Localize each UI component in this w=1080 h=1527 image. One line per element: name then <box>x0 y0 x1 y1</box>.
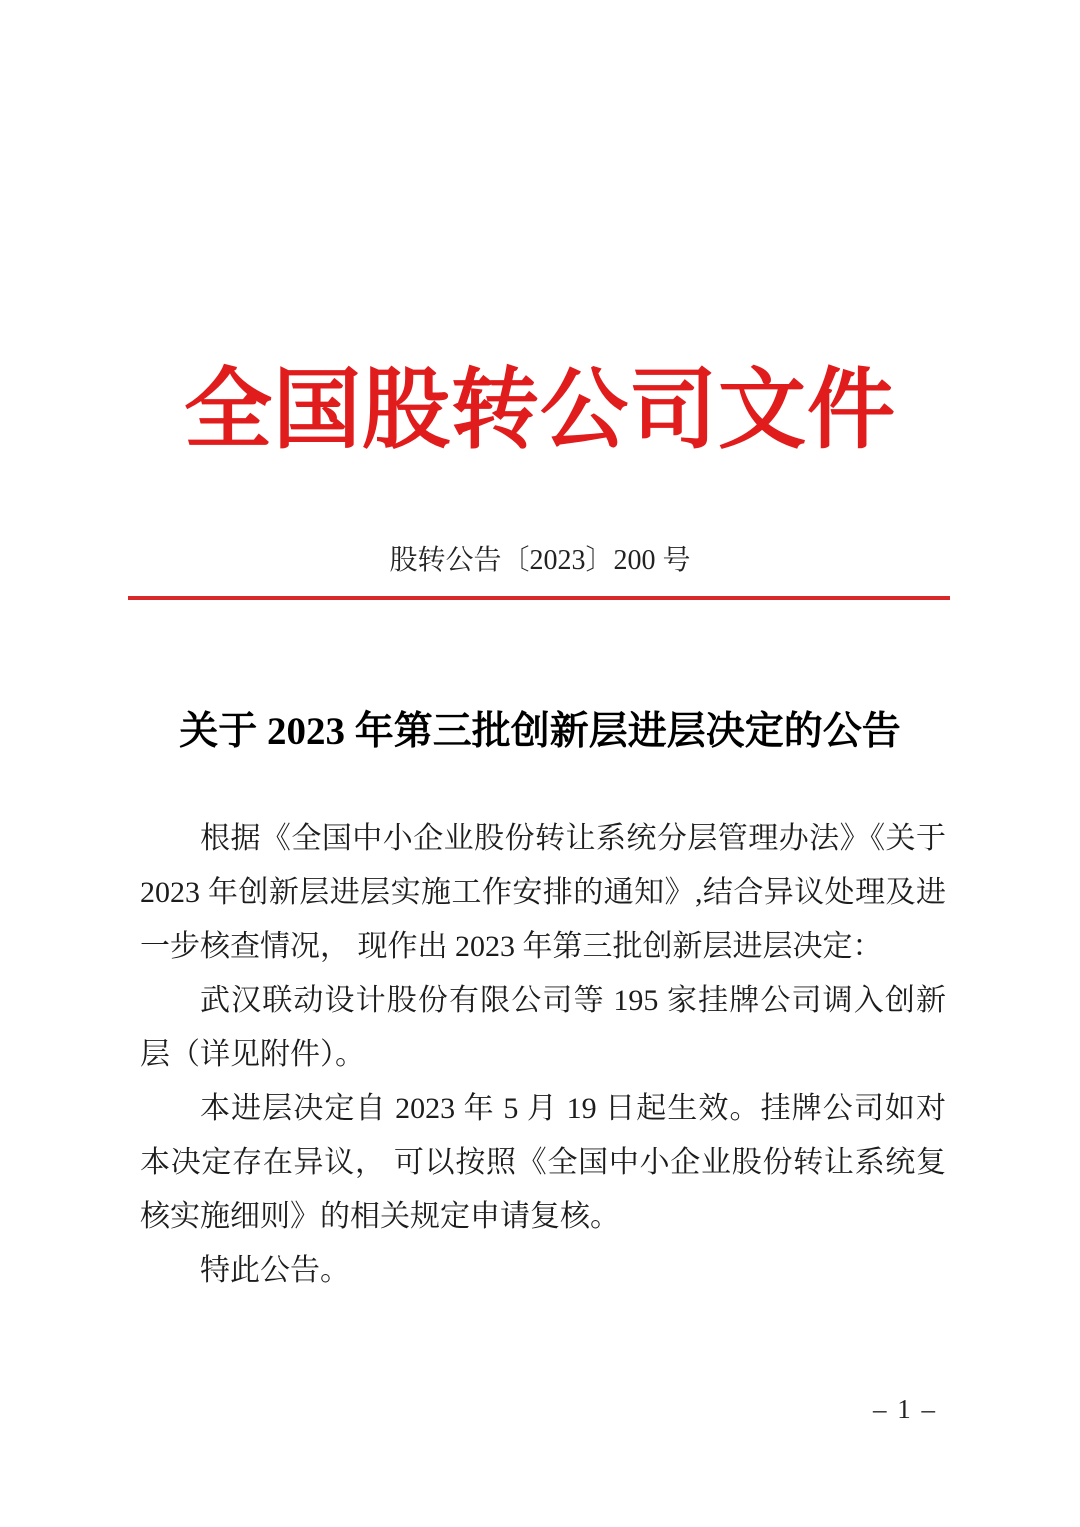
body-paragraph-closing: 特此公告。 <box>200 1254 350 1287</box>
body-paragraph-decision: 武汉联动设计股份有限公司等 195 家挂牌公司调入创新层（详见附件）。 <box>140 984 946 1071</box>
document-header-title: 全国股转公司文件 <box>183 363 896 460</box>
body-paragraph-effective-date: 本进层决定自 2023 年 5 月 19 日起生效。挂牌公司如对本决定存在异议， 可以按照《全国中小企业股份转让系统复核实施细则》的相关规定申请复核。 <box>140 1092 946 1233</box>
document-body <box>140 812 946 1298</box>
body-paragraph-basis: 根据《全国中小企业股份转让系统分层管理办法》《关于 2023 年创新层进层实施工作安排的通知》,结合异议处理及进一步核查情况， 现作出 2023 年第三批创新层进层决定： <box>140 822 946 963</box>
doc-number: 股转公告〔2023〕200 号 <box>389 545 691 576</box>
red-divider-line <box>128 596 950 600</box>
page-number: – 1 – <box>873 1394 937 1424</box>
announcement-title: 关于 2023 年第三批创新层进层决定的公告 <box>179 710 901 753</box>
